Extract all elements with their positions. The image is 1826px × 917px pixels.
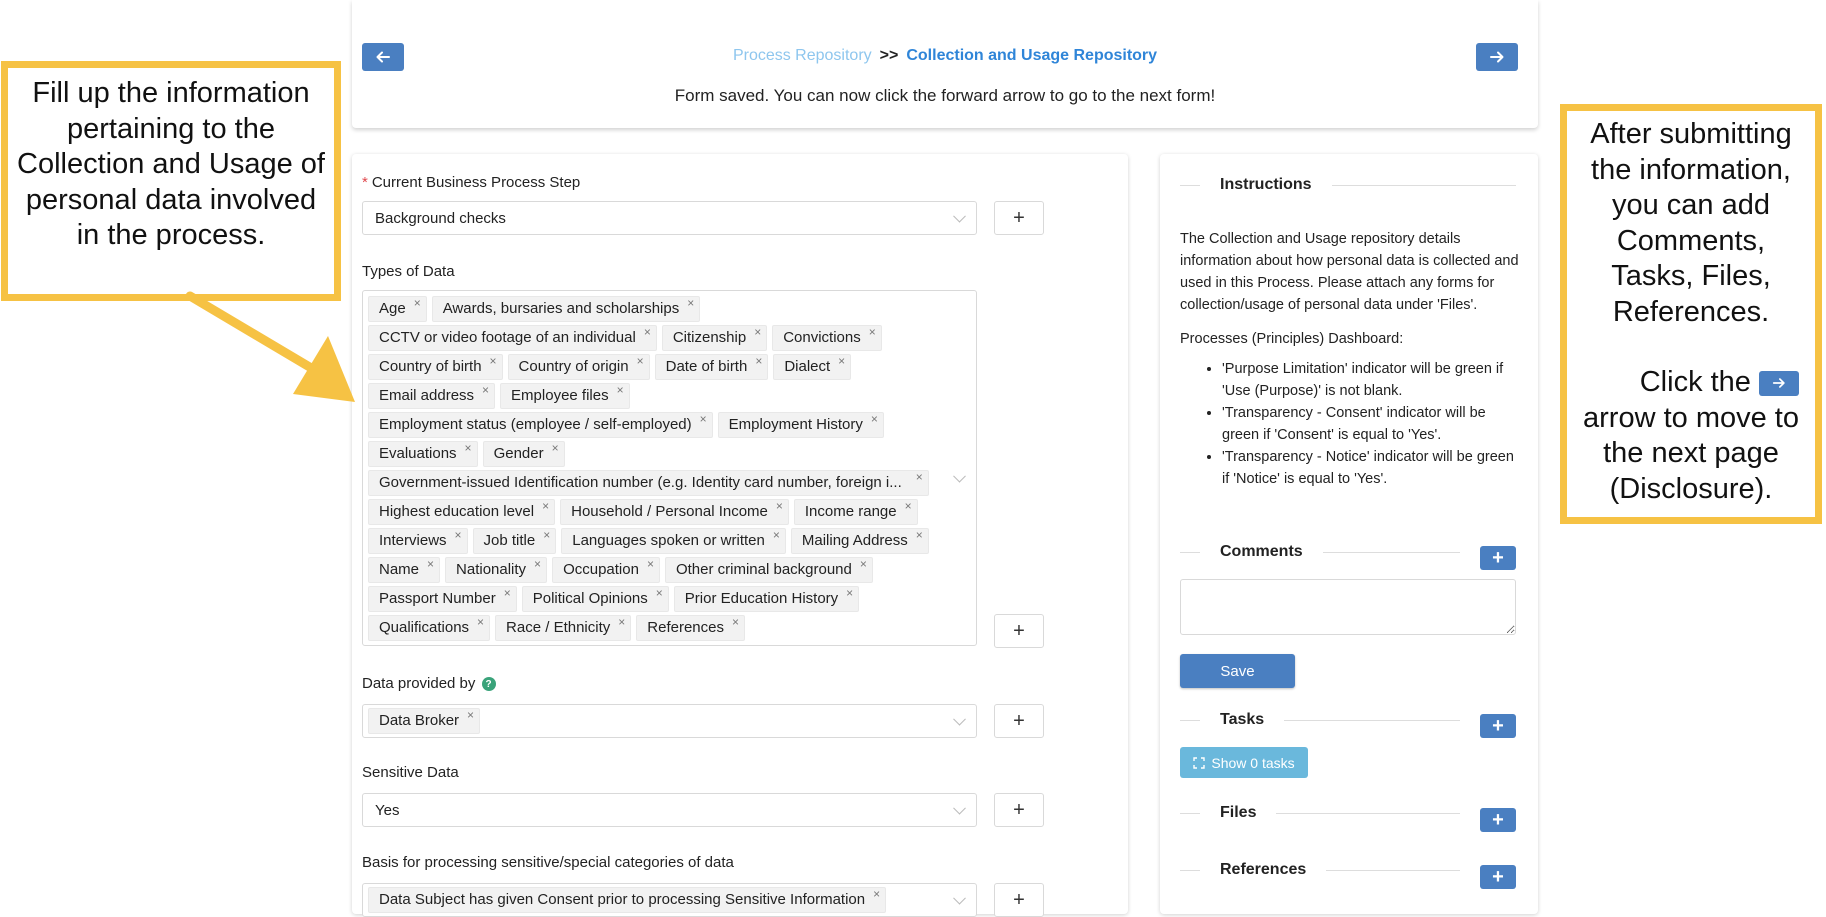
selected-tag <box>561 528 786 554</box>
divider <box>1180 813 1200 814</box>
selected-tag <box>368 325 657 351</box>
selected-tag <box>368 383 495 409</box>
divider <box>1284 720 1460 721</box>
instructions-body <box>1180 228 1520 490</box>
save-comment-button[interactable]: Save <box>1180 654 1295 688</box>
remove-tag-icon[interactable]: × <box>655 585 663 600</box>
remove-tag-icon[interactable]: × <box>755 353 763 368</box>
add-file-button[interactable]: + <box>1480 808 1516 832</box>
tag-label: CCTV or video footage of an individual <box>379 328 636 346</box>
tag-row <box>368 294 948 323</box>
remove-tag-icon[interactable]: × <box>775 498 783 513</box>
selected-tag <box>483 441 565 467</box>
selected-tag <box>368 470 929 496</box>
remove-tag-icon[interactable]: × <box>427 556 435 571</box>
selected-tag <box>636 615 745 641</box>
tag-label: Employment status (employee / self-employed) <box>379 415 692 433</box>
remove-tag-icon[interactable]: × <box>542 498 550 513</box>
remove-tag-icon[interactable]: × <box>467 708 475 722</box>
divider <box>1180 870 1200 871</box>
business-step-select[interactable] <box>362 201 977 235</box>
files-header <box>1180 804 1460 822</box>
add-reference-button[interactable]: + <box>1480 865 1516 889</box>
basis-label: Basis for processing sensitive/special categories of data <box>362 854 734 871</box>
selected-tag <box>500 383 630 409</box>
remove-tag-icon[interactable]: × <box>482 382 490 397</box>
selected-tag <box>495 615 631 641</box>
selected-tag <box>508 354 650 380</box>
selected-tag <box>552 557 660 583</box>
remove-tag-icon[interactable]: × <box>477 614 485 629</box>
question-icon[interactable]: ? <box>482 677 496 691</box>
right-callout-click-text: Click the <box>1639 366 1751 398</box>
data-provided-by-select[interactable] <box>362 704 977 738</box>
annotation-arrow-icon <box>150 290 365 410</box>
divider <box>1276 813 1460 814</box>
remove-tag-icon[interactable]: × <box>489 353 497 368</box>
tag-label: Gender <box>493 444 544 462</box>
breadcrumb-current: Collection and Usage Repository <box>906 47 1158 64</box>
data-provided-by-label-text: Data provided by <box>362 675 476 692</box>
comment-textarea[interactable] <box>1180 579 1516 635</box>
tag-label: Interviews <box>379 531 447 549</box>
dashboard-label: Processes (Principles) Dashboard: <box>1180 331 1404 347</box>
tag-row <box>368 439 948 468</box>
files-title: Files <box>1220 804 1257 821</box>
instructions-title: Instructions <box>1220 176 1312 193</box>
remove-tag-icon[interactable]: × <box>618 614 626 629</box>
types-of-data-label: Types of Data <box>362 263 455 280</box>
selected-tag <box>665 557 873 583</box>
tag-label: Country of origin <box>518 357 629 375</box>
divider <box>1180 552 1200 553</box>
selected-tag <box>718 412 884 438</box>
arrow-right-icon <box>1759 371 1799 396</box>
tag-row <box>368 613 948 642</box>
tag-label: Date of birth <box>665 357 748 375</box>
add-data-provider-button[interactable]: + <box>994 704 1044 738</box>
remove-tag-icon[interactable]: × <box>413 295 421 310</box>
remove-tag-icon[interactable]: × <box>454 527 462 542</box>
tag-label: Employment History <box>728 415 863 433</box>
tag-label: Qualifications <box>379 618 470 636</box>
chevron-down-icon <box>953 470 966 483</box>
comments-title: Comments <box>1220 543 1303 560</box>
tag-label: Country of birth <box>379 357 482 375</box>
selected-tag <box>368 441 478 467</box>
selected-tag <box>522 586 669 612</box>
breadcrumb-link-process-repository[interactable]: Process Repository <box>732 47 872 64</box>
form-saved-message: Form saved. You can now click the forward arrow to go to the next form! <box>674 86 1216 105</box>
selected-tag <box>368 557 440 583</box>
selected-tag <box>368 528 468 554</box>
show-tasks-button[interactable] <box>1180 747 1308 778</box>
selected-tag <box>674 586 859 612</box>
required-marker: * <box>362 174 368 191</box>
tag-row <box>368 468 948 497</box>
chevron-down-icon <box>953 892 966 905</box>
breadcrumb <box>352 47 1538 65</box>
tag-label: Nationality <box>456 560 527 578</box>
dashboard-rules-list <box>1180 358 1520 490</box>
divider <box>1180 720 1200 721</box>
list-item: • 'Transparency - Consent' indicator will be green if 'Consent' is equal to 'Yes'. <box>1222 402 1520 446</box>
tag-label: Employee files <box>511 386 609 404</box>
sensitive-data-label: Sensitive Data <box>362 764 459 781</box>
add-basis-button[interactable]: + <box>994 883 1044 917</box>
data-provided-by-label <box>362 675 496 692</box>
tag-row <box>368 323 948 352</box>
references-title: References <box>1220 861 1307 878</box>
tag-label: Dialect <box>784 357 831 375</box>
tag-label: Passport Number <box>379 589 496 607</box>
tasks-header <box>1180 711 1460 729</box>
business-step-label-text: Current Business Process Step <box>371 174 581 191</box>
remove-tag-icon[interactable]: × <box>868 324 876 339</box>
remove-tag-icon[interactable]: × <box>643 324 651 339</box>
tag-row <box>368 410 948 439</box>
arrow-right-icon <box>1489 49 1505 65</box>
tag-label: Mailing Address <box>801 531 908 549</box>
selected-tag <box>791 528 929 554</box>
add-business-step-button[interactable]: + <box>994 201 1044 235</box>
right-callout-click-line <box>1573 365 1809 401</box>
tag-label: Age <box>379 299 406 317</box>
add-comment-button[interactable]: + <box>1480 546 1516 570</box>
selected-tag <box>445 557 547 583</box>
tag-label: Race / Ethnicity <box>506 618 611 636</box>
selected-tag <box>794 499 918 525</box>
left-annotation-callout <box>1 61 341 301</box>
selected-tag <box>368 412 713 438</box>
remove-tag-icon[interactable]: × <box>731 614 739 629</box>
add-sensitive-data-button[interactable]: + <box>994 793 1044 827</box>
selected-tag <box>655 354 769 380</box>
comments-header <box>1180 543 1460 561</box>
add-task-button[interactable]: + <box>1480 714 1516 738</box>
tag-label: Highest education level <box>379 502 535 520</box>
tag-label: Political Opinions <box>532 589 648 607</box>
tag-label: References <box>647 618 724 636</box>
remove-tag-icon[interactable]: × <box>915 469 923 484</box>
selected-tag <box>368 354 503 380</box>
selected-tag <box>432 296 701 322</box>
tag-label: Evaluations <box>379 444 457 462</box>
selected-tag <box>773 354 851 380</box>
selected-tag <box>368 708 480 734</box>
tag-label: Occupation <box>563 560 639 578</box>
selected-tag <box>368 586 517 612</box>
remove-tag-icon[interactable]: × <box>543 527 551 542</box>
remove-tag-icon[interactable]: × <box>754 324 762 339</box>
right-annotation-callout <box>1560 104 1822 524</box>
chevron-down-icon <box>953 802 966 815</box>
remove-tag-icon[interactable]: × <box>464 440 472 455</box>
tag-label: Citizenship <box>672 328 747 346</box>
remove-tag-icon[interactable]: × <box>636 353 644 368</box>
business-step-label <box>362 174 580 191</box>
sensitive-data-value: Yes <box>375 801 400 819</box>
tag-label: Data Broker <box>379 712 460 729</box>
forward-arrow-button[interactable] <box>1476 43 1518 71</box>
tag-label: Languages spoken or written <box>572 531 765 549</box>
tag-label: Job title <box>483 531 536 549</box>
form-card <box>352 154 1128 914</box>
tag-label: Prior Education History <box>684 589 839 607</box>
remove-tag-icon[interactable]: × <box>551 440 559 455</box>
remove-tag-icon[interactable]: × <box>646 556 654 571</box>
remove-tag-icon[interactable]: × <box>616 382 624 397</box>
types-of-data-select[interactable] <box>362 290 977 646</box>
basis-select[interactable] <box>362 883 977 917</box>
remove-tag-icon[interactable]: × <box>534 556 542 571</box>
remove-tag-icon[interactable]: × <box>503 585 511 600</box>
remove-tag-icon[interactable]: × <box>772 527 780 542</box>
divider <box>1180 185 1200 186</box>
selected-tag <box>368 887 886 913</box>
right-callout-text: After submitting the information, you can add Comments, Tasks, Files, References. <box>1590 118 1792 328</box>
show-tasks-label: Show 0 tasks <box>1211 754 1295 771</box>
selected-tag <box>368 296 427 322</box>
selected-tag <box>368 615 490 641</box>
tag-label: Awards, bursaries and scholarships <box>442 299 680 317</box>
divider <box>1323 552 1460 553</box>
list-item: • 'Transparency - Notice' indicator will be green if 'Notice' is equal to 'Yes'. <box>1222 446 1520 490</box>
chevron-down-icon <box>953 713 966 726</box>
remove-tag-icon[interactable]: × <box>915 527 923 542</box>
chevron-down-icon <box>953 210 966 223</box>
divider <box>1326 870 1460 871</box>
tag-label: Name <box>379 560 420 578</box>
tag-label: Data Subject has given Consent prior to processing Sensitive Information <box>379 891 866 908</box>
selected-tag <box>662 325 767 351</box>
remove-tag-icon[interactable]: × <box>699 411 707 426</box>
references-header <box>1180 861 1460 879</box>
remove-tag-icon[interactable]: × <box>838 353 846 368</box>
business-step-value: Background checks <box>375 209 506 227</box>
remove-tag-icon[interactable]: × <box>904 498 912 513</box>
remove-tag-icon[interactable]: × <box>873 887 881 901</box>
breadcrumb-separator: >> <box>879 47 899 64</box>
tag-label: Income range <box>804 502 897 520</box>
tag-row <box>368 352 948 381</box>
instructions-header <box>1180 176 1516 194</box>
instructions-paragraph: The Collection and Usage repository details information about how personal data is collected and used in this Process. Please attach any forms for collection/usage of personal data under 'Files'. <box>1180 231 1519 313</box>
tag-label: Government-issued Identification number (e.g. Identity card number, foreign i... <box>379 473 902 491</box>
left-callout-text: Fill up the information pertaining to the Collection and Usage of personal data involved in the process. <box>17 77 325 251</box>
tag-label: Other criminal background <box>675 560 852 578</box>
expand-icon <box>1193 757 1205 769</box>
tag-row <box>368 381 948 410</box>
remove-tag-icon[interactable]: × <box>846 585 854 600</box>
sidebar-card <box>1160 154 1538 914</box>
right-callout-after-text: arrow to move to the next page (Disclosure). <box>1583 401 1799 505</box>
tag-label: Email address <box>379 386 475 404</box>
list-item: • 'Purpose Limitation' indicator will be green if 'Use (Purpose)' is not blank. <box>1222 358 1520 402</box>
selected-tag <box>473 528 557 554</box>
selected-tag <box>368 499 555 525</box>
tag-label: Convictions <box>783 328 861 346</box>
selected-tag <box>560 499 789 525</box>
header-card <box>352 0 1538 128</box>
tag-label: Household / Personal Income <box>571 502 768 520</box>
remove-tag-icon[interactable]: × <box>687 295 695 310</box>
sensitive-data-select[interactable] <box>362 793 977 827</box>
remove-tag-icon[interactable]: × <box>859 556 867 571</box>
remove-tag-icon[interactable]: × <box>870 411 878 426</box>
divider <box>1332 185 1516 186</box>
selected-tag <box>772 325 882 351</box>
tag-row <box>368 584 948 613</box>
tasks-title: Tasks <box>1220 711 1265 728</box>
add-types-of-data-button[interactable]: + <box>994 614 1044 648</box>
